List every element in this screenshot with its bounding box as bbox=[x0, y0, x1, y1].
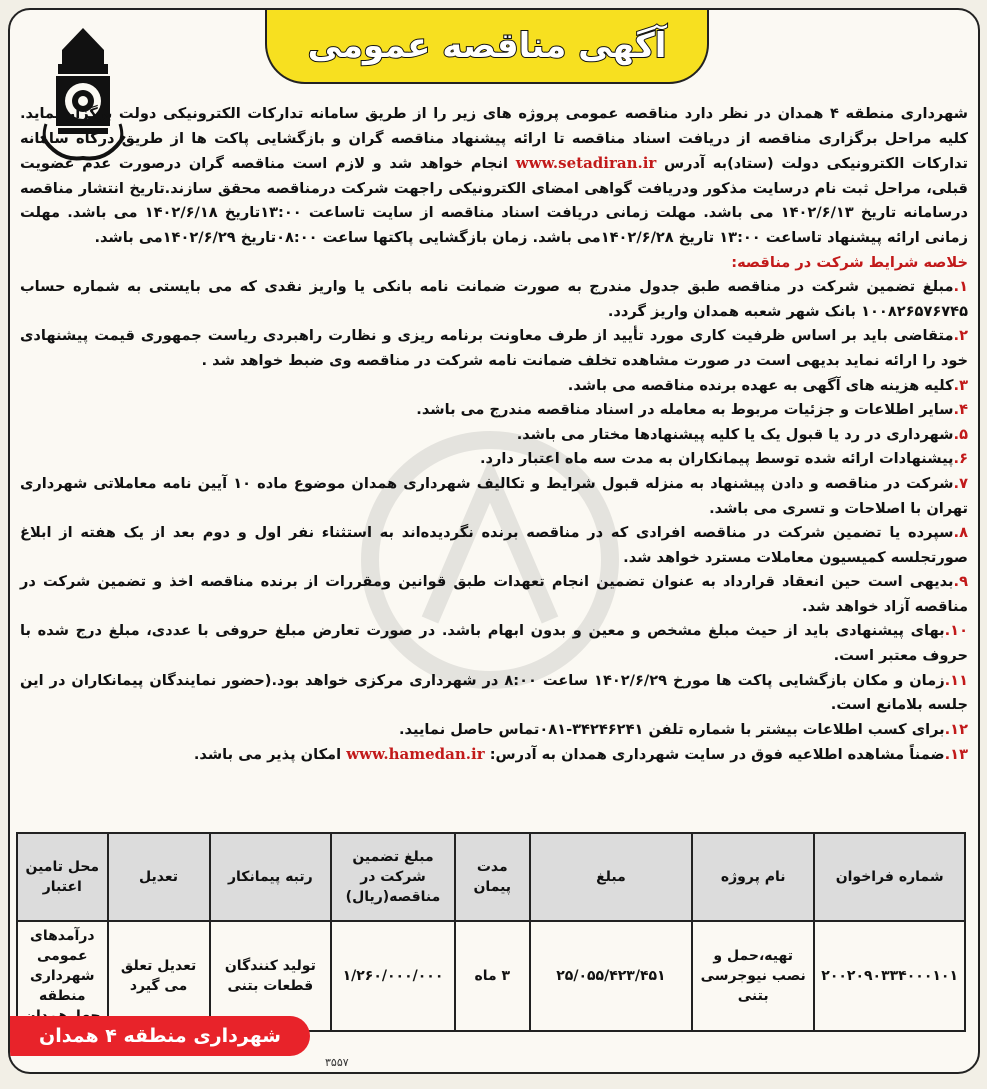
cell-contractor-grade: تولید کنندگان قطعات بتنی bbox=[210, 921, 332, 1031]
cell-call-number: ۲۰۰۲۰۹۰۳۳۴۰۰۰۱۰۱ bbox=[814, 921, 965, 1031]
intro-paragraph bbox=[20, 102, 968, 251]
notice-title: آگهی مناقصه عمومی bbox=[307, 26, 667, 66]
condition-item: ۱۳.ضمناً مشاهده اطلاعیه فوق در سایت شهرداری همدان به آدرس: www.hamedan.ir امکان پذیر می باشد. bbox=[193, 745, 968, 764]
ad-code: ۳۵۵۷ bbox=[325, 1056, 349, 1069]
col-duration: مدت پیمان bbox=[455, 833, 530, 921]
col-adjustment: تعدیل bbox=[108, 833, 210, 921]
col-call-number: شماره فراخوان bbox=[814, 833, 965, 921]
col-project-name: نام پروژه bbox=[692, 833, 814, 921]
setadiran-link[interactable]: www.setadiran.ir bbox=[515, 154, 657, 173]
condition-item: ۷.شرکت در مناقصه و دادن پیشنهاد به منزله قبول شرایط و تکالیف شهرداری همدان موضوع ماده ۱۰ آیین نامه معاملاتی شهرداری تهران با اصلاحات و تسری می باشد. bbox=[20, 474, 969, 517]
col-contractor-grade: رتبه پیمانکار bbox=[210, 833, 332, 921]
condition-item: ۱۱.زمان و مکان بازگشایی پاکت ها مورخ ۱۴۰۲/۶/۲۹ ساعت ۸:۰۰ در شهرداری مرکزی خواهد بود.(حضور نمایندگان پیمانکاران در این جلسه بلامانع است. bbox=[20, 671, 968, 714]
condition-item: ۴.سایر اطلاعات و جزئیات مربوط به معامله در اسناد مناقصه مندرج می باشد. bbox=[416, 401, 968, 419]
title-banner bbox=[265, 10, 709, 84]
notice-body bbox=[20, 102, 968, 768]
condition-item: ۶.پیشنهادات ارائه شده توسط پیمانکاران به مدت سه ماه اعتبار دارد. bbox=[479, 450, 968, 468]
footer-badge bbox=[10, 1016, 310, 1056]
tender-table-wrapper bbox=[16, 832, 966, 1032]
intro-text-2: انجام خواهد شد و لازم است مناقصه گران درصورت عدم عضویت قبلی، مراحل ثبت نام درسایت مذکور ودریافت گواهی امضای الکترونیکی راجهت شرکت درمناقصه محقق سازند.تاریخ انتشار مناقصه درسامانه تاریخ ۱۴۰۲/۶/۱۳ می باشد. مهلت زمانی دریافت اسناد مناقصه از سایت تاساعت ۱۳:۰۰تاریخ ۱۴۰۲/۶/۱۸ می باشد. مهلت زمانی ارائه پیشنهاد تاساعت ۱۳:۰۰ تاریخ ۱۴۰۲/۶/۲۸می باشد. زمان بازگشایی پاکتها ساعت ۰۸:۰۰تاریخ ۱۴۰۲/۶/۲۹می باشد. bbox=[20, 155, 968, 246]
condition-item: ۱۰.بهای پیشنهادی باید از حیث مبلغ مشخص و معین و بدون ابهام باشد. در صورت تعارض مبلغ حروفی با عددی، مبلغ درج شده با حروف معتبر است. bbox=[20, 622, 968, 665]
condition-item: ۸.سپرده یا تضمین شرکت در مناقصه افرادی که در مناقصه برنده نگردیده‌اند به استثناء نفر اول و دوم بعد از یک هفته از ابلاغ صورتجلسه کمیسیون معاملات مسترد خواهد شد. bbox=[20, 524, 968, 566]
cell-funding-source: درآمدهای عمومی شهرداری منطقه bbox=[17, 921, 108, 1031]
condition-item: ۱.مبلغ تضمین شرکت در مناقصه طبق جدول مندرج به صورت ضمانت نامه بانکی یا واریز نقدی که می بایستی به شماره حساب ۱۰۰۸۲۶۵۷۶۷۴۵ بانک شهر شعبه همدان واریز گردد. bbox=[20, 278, 968, 320]
col-funding-source: محل تامین اعتبار bbox=[17, 833, 108, 921]
summary-title: خلاصه شرایط شرکت در مناقصه: bbox=[731, 253, 968, 271]
table-header-row bbox=[17, 833, 965, 921]
condition-item: ۵.شهرداری در رد یا قبول یک یا کلیه پیشنهادها مختار می باشد. bbox=[516, 425, 968, 443]
cell-amount: ۲۵/۰۵۵/۴۲۳/۴۵۱ bbox=[530, 921, 692, 1031]
footer-badge-text: شهرداری منطقه ۴ همدان bbox=[39, 1025, 281, 1047]
condition-item: ۹.بدیهی است حین انعقاد قرارداد به عنوان تضمین انجام تعهدات طبق قوانین ومقررات از برنده مناقصه اخذ و تضمین شرکت در مناقصه آزاد خواهد شد. bbox=[20, 573, 968, 615]
col-amount: مبلغ bbox=[530, 833, 692, 921]
tender-table bbox=[16, 832, 966, 1032]
table-row bbox=[17, 921, 965, 1031]
condition-item: ۳.کلیه هزینه های آگهی به عهده برنده مناقصه می باشد. bbox=[567, 376, 968, 394]
condition-item: ۲.متقاضی باید بر اساس ظرفیت کاری مورد تأیید از طرف معاونت برنامه ریزی و نظارت راهبردی ریاست جمهوری قیمت پیشنهادی خود را ارائه نماید بدیهی است در صورت مشاهده تخلف ضمانت نامه شرکت در مناقصه وی ضبط خواهد شد . bbox=[20, 327, 968, 369]
col-guarantee: مبلغ تضمین شرکت در مناقصه(ریال) bbox=[331, 833, 455, 921]
intro-text-1: شهرداری منطقه ۴ همدان در نظر دارد مناقصه عمومی پروژه های زیر را از طریق سامانه تدارکات الکترونیکی دولت برگزار نماید. کلیه مراحل برگزاری مناقصه از دریافت اسناد مناقصه تا ارائه پیشنهاد مناقصه گران و بازگشایی پاکت ها از طریق درگاه سامانه تدارکات الکترونیکی دولت (ستاد)به آدرس bbox=[20, 105, 968, 173]
cell-duration: ۳ ماه bbox=[455, 921, 530, 1031]
cell-project-name: تهیه،حمل و نصب نیوجرسی بتنی bbox=[692, 921, 814, 1031]
notice-frame bbox=[8, 8, 980, 1074]
cell-guarantee: ۱/۲۶۰/۰۰۰/۰۰۰ bbox=[331, 921, 455, 1031]
hamedan-link[interactable]: www.hamedan.ir bbox=[346, 745, 485, 764]
cell-adjustment: تعدیل تعلق می گیرد bbox=[108, 921, 210, 1031]
condition-item: ۱۲.برای کسب اطلاعات بیشتر با شماره تلفن ۳۴۲۴۶۲۴۱-۰۸۱تماس حاصل نمایید. bbox=[399, 720, 968, 738]
